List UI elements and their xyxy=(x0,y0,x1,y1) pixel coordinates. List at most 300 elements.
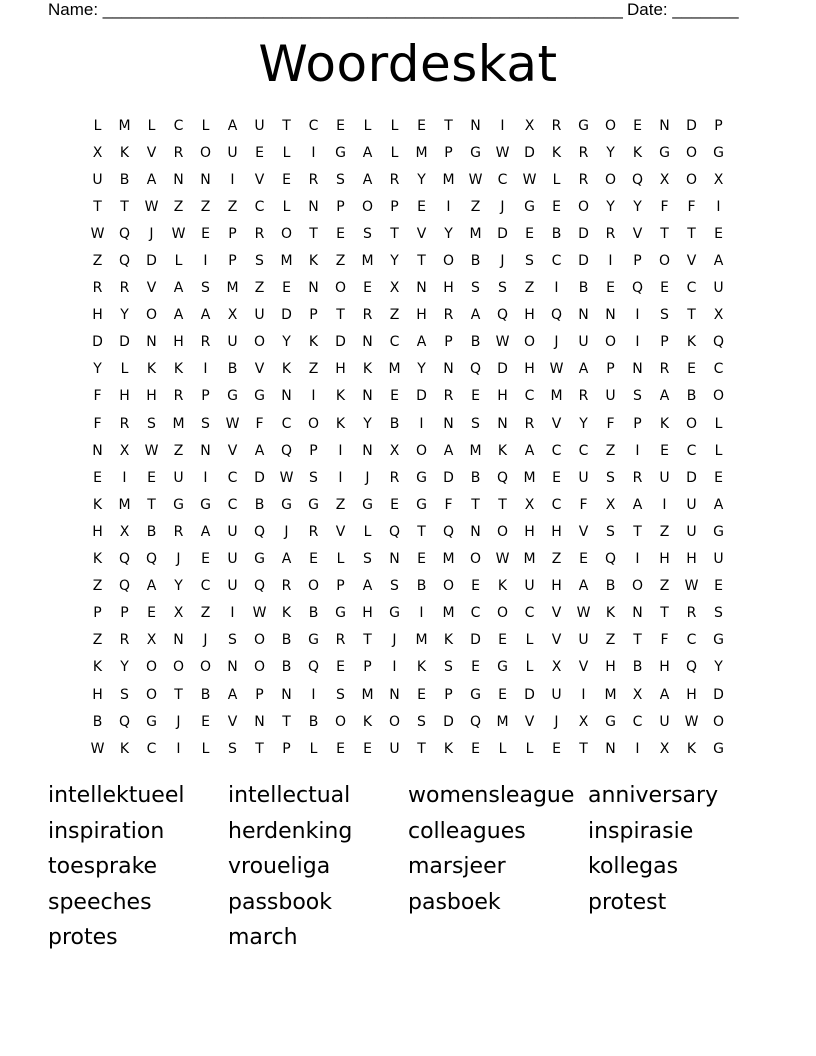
grid-cell: Q xyxy=(604,551,617,568)
grid-cell: A xyxy=(659,686,670,703)
grid-cell: Z xyxy=(524,280,535,297)
grid-cell: C xyxy=(551,496,562,513)
grid-cell: N xyxy=(281,388,292,405)
grid-cell: K xyxy=(281,361,292,378)
grid-cell: I xyxy=(203,469,208,486)
grid-cell: O xyxy=(361,198,374,215)
grid-cell: G xyxy=(416,496,427,513)
grid-cell: E xyxy=(687,361,696,378)
grid-cell: Z xyxy=(605,442,616,459)
grid-cell: C xyxy=(146,740,157,757)
word-bank-item: protest xyxy=(588,889,667,915)
grid-cell: E xyxy=(147,469,156,486)
grid-cell: P xyxy=(93,605,102,622)
grid-cell: O xyxy=(415,442,428,459)
grid-cell: T xyxy=(417,253,426,270)
grid-cell: N xyxy=(470,523,481,540)
grid-cell: T xyxy=(687,225,696,242)
grid-cell: O xyxy=(577,198,590,215)
grid-cell: H xyxy=(551,578,562,595)
grid-cell: P xyxy=(606,361,615,378)
grid-cell: U xyxy=(659,469,670,486)
grid-cell: A xyxy=(146,171,157,188)
grid-cell: F xyxy=(687,198,696,215)
grid-cell: S xyxy=(309,469,318,486)
grid-cell: Y xyxy=(606,144,615,161)
grid-cell: X xyxy=(92,144,103,161)
grid-cell: B xyxy=(308,713,319,730)
grid-cell: N xyxy=(632,361,643,378)
grid-cell: J xyxy=(392,632,397,649)
grid-cell: Z xyxy=(659,523,670,540)
grid-cell: E xyxy=(147,605,156,622)
grid-cell: K xyxy=(362,713,373,730)
grid-cell: Q xyxy=(118,225,131,242)
grid-cell: O xyxy=(253,632,266,649)
grid-cell: I xyxy=(500,117,505,134)
grid-cell: P xyxy=(444,334,453,351)
grid-cell: E xyxy=(552,469,561,486)
grid-cell: C xyxy=(524,605,535,622)
grid-cell: P xyxy=(633,253,642,270)
grid-cell: O xyxy=(469,551,482,568)
grid-cell: V xyxy=(551,415,562,432)
grid-cell: H xyxy=(335,361,346,378)
grid-cell: S xyxy=(390,578,399,595)
grid-cell: Y xyxy=(282,334,291,351)
grid-cell: A xyxy=(362,144,373,161)
grid-cell: H xyxy=(659,551,670,568)
grid-cell: G xyxy=(254,551,265,568)
grid-cell: M xyxy=(496,713,509,730)
grid-cell: G xyxy=(308,496,319,513)
grid-cell: R xyxy=(119,632,130,649)
grid-cell: S xyxy=(714,605,723,622)
grid-cell: Q xyxy=(253,578,266,595)
grid-cell: N xyxy=(146,334,157,351)
grid-cell: C xyxy=(686,632,697,649)
word-bank-item: colleagues xyxy=(408,818,526,844)
word-bank-item: marsjeer xyxy=(408,854,506,879)
grid-cell: C xyxy=(173,117,184,134)
grid-cell: T xyxy=(147,496,156,513)
grid-cell: G xyxy=(254,388,265,405)
grid-cell: K xyxy=(551,144,562,161)
grid-cell: U xyxy=(227,551,238,568)
grid-cell: R xyxy=(443,307,454,324)
grid-cell: C xyxy=(227,469,238,486)
grid-cell: G xyxy=(713,632,724,649)
grid-cell: E xyxy=(552,198,561,215)
grid-cell: K xyxy=(119,740,130,757)
grid-cell: Y xyxy=(120,307,129,324)
grid-cell: I xyxy=(635,307,640,324)
grid-cell: K xyxy=(416,659,427,676)
grid-cell: O xyxy=(658,253,671,270)
grid-cell: V xyxy=(335,523,346,540)
grid-cell: R xyxy=(578,144,589,161)
grid-cell: X xyxy=(524,117,535,134)
word-bank-item: kollegas xyxy=(588,854,679,879)
grid-cell: B xyxy=(281,659,292,676)
grid-cell: G xyxy=(173,496,184,513)
grid-cell: V xyxy=(632,225,643,242)
grid-cell: E xyxy=(714,469,723,486)
grid-cell: H xyxy=(497,388,508,405)
grid-cell: Y xyxy=(444,225,453,242)
grid-cell: C xyxy=(551,442,562,459)
grid-cell: U xyxy=(227,523,238,540)
name-field[interactable]: Name: _______________________________________________________ xyxy=(48,0,623,19)
grid-cell: F xyxy=(444,496,453,513)
grid-cell: H xyxy=(92,307,103,324)
grid-cell: O xyxy=(631,578,644,595)
grid-cell: H xyxy=(146,388,157,405)
grid-cell: D xyxy=(497,225,508,242)
grid-cell: N xyxy=(443,415,454,432)
grid-cell: M xyxy=(469,225,482,242)
grid-cell: U xyxy=(254,307,265,324)
grid-cell: E xyxy=(552,740,561,757)
grid-cell: U xyxy=(659,713,670,730)
grid-cell: K xyxy=(632,144,643,161)
grid-cell: X xyxy=(227,307,238,324)
grid-cell: A xyxy=(443,442,454,459)
grid-cell: W xyxy=(171,225,186,242)
grid-cell: D xyxy=(713,686,724,703)
grid-cell: B xyxy=(227,361,238,378)
grid-cell: S xyxy=(660,307,669,324)
grid-cell: R xyxy=(173,144,184,161)
grid-cell: V xyxy=(551,632,562,649)
grid-cell: N xyxy=(470,117,481,134)
grid-cell: X xyxy=(173,605,184,622)
grid-cell: F xyxy=(606,415,615,432)
grid-cell: V xyxy=(416,225,427,242)
grid-cell: I xyxy=(635,334,640,351)
grid-cell: L xyxy=(714,442,723,459)
word-bank-item: intellectual xyxy=(228,783,351,808)
grid-cell: R xyxy=(92,280,103,297)
grid-cell: A xyxy=(713,496,724,513)
grid-cell: U xyxy=(713,280,724,297)
grid-cell: T xyxy=(498,496,507,513)
grid-cell: Z xyxy=(335,253,346,270)
grid-cell: L xyxy=(282,144,291,161)
grid-cell: W xyxy=(684,713,699,730)
grid-cell: T xyxy=(93,198,102,215)
grid-cell: M xyxy=(442,171,455,188)
grid-cell: Q xyxy=(118,551,131,568)
grid-cell: N xyxy=(173,171,184,188)
grid-cell: H xyxy=(92,523,103,540)
grid-cell: H xyxy=(686,686,697,703)
grid-cell: Q xyxy=(685,659,698,676)
grid-cell: E xyxy=(471,578,480,595)
grid-cell: W xyxy=(252,605,267,622)
grid-cell: V xyxy=(524,713,535,730)
grid-cell: N xyxy=(281,686,292,703)
grid-cell: X xyxy=(551,659,562,676)
grid-cell: K xyxy=(335,388,346,405)
grid-cell: O xyxy=(496,605,509,622)
grid-cell: X xyxy=(713,171,724,188)
grid-cell: G xyxy=(335,144,346,161)
grid-cell: I xyxy=(581,686,586,703)
word-bank-item: protes xyxy=(48,925,118,950)
grid-cell: U xyxy=(578,469,589,486)
grid-cell: A xyxy=(416,334,427,351)
word-bank-item: passbook xyxy=(228,889,332,915)
grid-cell: Z xyxy=(92,578,103,595)
grid-cell: W xyxy=(468,171,483,188)
grid-cell: S xyxy=(147,415,156,432)
grid-cell: Q xyxy=(253,523,266,540)
grid-cell: I xyxy=(419,605,424,622)
grid-cell: G xyxy=(713,523,724,540)
grid-cell: X xyxy=(119,523,130,540)
grid-cell: G xyxy=(227,388,238,405)
grid-cell: E xyxy=(336,740,345,757)
grid-cell: I xyxy=(419,415,424,432)
grid-cell: A xyxy=(470,307,481,324)
grid-cell: S xyxy=(255,253,264,270)
grid-cell: W xyxy=(495,144,510,161)
grid-cell: K xyxy=(92,496,103,513)
grid-cell: R xyxy=(632,469,643,486)
grid-cell: E xyxy=(606,280,615,297)
grid-cell: X xyxy=(713,307,724,324)
grid-cell: J xyxy=(284,523,289,540)
grid-cell: M xyxy=(118,117,131,134)
grid-cell: M xyxy=(469,442,482,459)
grid-cell: R xyxy=(173,523,184,540)
grid-cell: W xyxy=(576,605,591,622)
grid-cell: K xyxy=(686,740,697,757)
grid-cell: U xyxy=(686,496,697,513)
grid-cell: P xyxy=(660,334,669,351)
grid-cell: O xyxy=(253,659,266,676)
grid-cell: T xyxy=(633,632,642,649)
grid-cell: E xyxy=(282,171,291,188)
grid-cell: Z xyxy=(92,253,103,270)
grid-cell: T xyxy=(471,496,480,513)
grid-cell: M xyxy=(442,605,455,622)
grid-cell: A xyxy=(659,388,670,405)
grid-cell: Q xyxy=(118,578,131,595)
grid-cell: X xyxy=(389,280,400,297)
grid-cell: Q xyxy=(550,307,563,324)
grid-cell: O xyxy=(145,659,158,676)
grid-cell: D xyxy=(497,361,508,378)
grid-cell: Z xyxy=(335,496,346,513)
grid-cell: V xyxy=(146,280,157,297)
grid-cell: W xyxy=(522,171,537,188)
grid-cell: H xyxy=(524,307,535,324)
grid-cell: M xyxy=(226,280,239,297)
grid-cell: L xyxy=(525,632,534,649)
grid-cell: X xyxy=(578,713,589,730)
grid-cell: N xyxy=(173,632,184,649)
grid-cell: O xyxy=(685,415,698,432)
grid-cell: E xyxy=(336,659,345,676)
grid-cell: C xyxy=(686,280,697,297)
grid-cell: R xyxy=(686,605,697,622)
grid-cell: S xyxy=(417,713,426,730)
grid-cell: M xyxy=(388,361,401,378)
grid-cell: M xyxy=(523,469,536,486)
grid-cell: V xyxy=(578,659,589,676)
grid-cell: R xyxy=(389,469,400,486)
grid-cell: T xyxy=(660,605,669,622)
grid-cell: W xyxy=(90,740,105,757)
grid-cell: H xyxy=(119,388,130,405)
grid-cell: U xyxy=(578,632,589,649)
grid-cell: I xyxy=(554,280,559,297)
grid-cell: R xyxy=(389,171,400,188)
grid-cell: E xyxy=(201,713,210,730)
grid-cell: A xyxy=(632,496,643,513)
grid-cell: K xyxy=(605,605,616,622)
grid-cell: L xyxy=(201,117,210,134)
grid-cell: L xyxy=(363,117,372,134)
grid-cell: O xyxy=(199,659,212,676)
grid-cell: W xyxy=(495,334,510,351)
grid-cell: S xyxy=(471,280,480,297)
grid-cell: H xyxy=(92,686,103,703)
grid-cell: R xyxy=(119,415,130,432)
grid-cell: X xyxy=(605,496,616,513)
grid-cell: L xyxy=(147,117,156,134)
grid-cell: A xyxy=(173,307,184,324)
grid-cell: S xyxy=(444,659,453,676)
grid-cell: X xyxy=(632,686,643,703)
grid-cell: H xyxy=(524,361,535,378)
grid-cell: V xyxy=(254,361,265,378)
grid-cell: O xyxy=(388,713,401,730)
grid-cell: S xyxy=(228,632,237,649)
grid-cell: M xyxy=(415,144,428,161)
grid-cell: E xyxy=(579,551,588,568)
grid-cell: K xyxy=(119,144,130,161)
grid-cell: C xyxy=(281,415,292,432)
grid-cell: O xyxy=(604,334,617,351)
grid-cell: Q xyxy=(307,659,320,676)
grid-cell: R xyxy=(578,171,589,188)
grid-cell: C xyxy=(389,334,400,351)
grid-cell: V xyxy=(551,605,562,622)
grid-cell: X xyxy=(659,740,670,757)
grid-cell: T xyxy=(282,117,291,134)
grid-cell: T xyxy=(444,117,453,134)
grid-cell: H xyxy=(686,551,697,568)
date-field[interactable]: Date: _______ xyxy=(627,0,739,19)
grid-cell: F xyxy=(660,198,669,215)
grid-cell: S xyxy=(201,415,210,432)
grid-cell: Y xyxy=(633,198,642,215)
grid-cell: E xyxy=(390,496,399,513)
grid-cell: Z xyxy=(605,632,616,649)
grid-cell: O xyxy=(253,334,266,351)
grid-cell: I xyxy=(635,551,640,568)
grid-cell: N xyxy=(578,307,589,324)
grid-cell: B xyxy=(308,605,319,622)
grid-cell: G xyxy=(713,144,724,161)
grid-cell: D xyxy=(254,469,265,486)
grid-cell: G xyxy=(335,605,346,622)
grid-cell: K xyxy=(443,632,454,649)
grid-cell: A xyxy=(524,442,535,459)
grid-cell: M xyxy=(442,551,455,568)
grid-cell: Z xyxy=(200,605,211,622)
grid-cell: Q xyxy=(631,280,644,297)
grid-cell: D xyxy=(686,117,697,134)
grid-cell: Q xyxy=(631,171,644,188)
grid-cell: K xyxy=(146,361,157,378)
grid-cell: G xyxy=(578,117,589,134)
grid-cell: O xyxy=(712,713,725,730)
grid-cell: K xyxy=(173,361,184,378)
grid-cell: E xyxy=(417,117,426,134)
grid-cell: A xyxy=(146,578,157,595)
grid-cell: E xyxy=(417,198,426,215)
grid-cell: D xyxy=(92,334,103,351)
grid-cell: G xyxy=(200,496,211,513)
grid-cell: C xyxy=(308,117,319,134)
grid-cell: Z xyxy=(659,578,670,595)
grid-cell: X xyxy=(146,632,157,649)
grid-cell: A xyxy=(173,280,184,297)
grid-cell: K xyxy=(686,334,697,351)
grid-cell: H xyxy=(362,605,373,622)
grid-cell: H xyxy=(605,659,616,676)
grid-cell: V xyxy=(227,713,238,730)
grid-cell: U xyxy=(389,740,400,757)
grid-cell: H xyxy=(443,280,454,297)
grid-cell: S xyxy=(363,551,372,568)
grid-cell: E xyxy=(471,388,480,405)
grid-cell: Q xyxy=(442,523,455,540)
grid-cell: R xyxy=(524,415,535,432)
grid-cell: B xyxy=(470,253,481,270)
grid-cell: D xyxy=(416,388,427,405)
grid-cell: N xyxy=(308,198,319,215)
grid-cell: D xyxy=(443,713,454,730)
grid-cell: Y xyxy=(93,361,102,378)
grid-cell: J xyxy=(176,551,181,568)
grid-cell: D xyxy=(443,469,454,486)
grid-cell: F xyxy=(579,496,588,513)
grid-cell: N xyxy=(497,415,508,432)
grid-cell: O xyxy=(442,578,455,595)
grid-cell: C xyxy=(200,578,211,595)
grid-cell: U xyxy=(254,117,265,134)
grid-cell: I xyxy=(311,144,316,161)
word-bank-item: inspirasie xyxy=(588,818,694,844)
grid-cell: I xyxy=(203,361,208,378)
grid-cell: B xyxy=(254,496,265,513)
grid-cell: T xyxy=(633,523,642,540)
grid-cell: Y xyxy=(363,415,372,432)
grid-cell: E xyxy=(471,659,480,676)
grid-cell: C xyxy=(497,171,508,188)
grid-cell: Z xyxy=(254,280,265,297)
grid-cell: Q xyxy=(469,713,482,730)
grid-cell: E xyxy=(363,280,372,297)
grid-cell: Y xyxy=(120,659,129,676)
grid-cell: S xyxy=(606,469,615,486)
grid-cell: P xyxy=(228,253,237,270)
